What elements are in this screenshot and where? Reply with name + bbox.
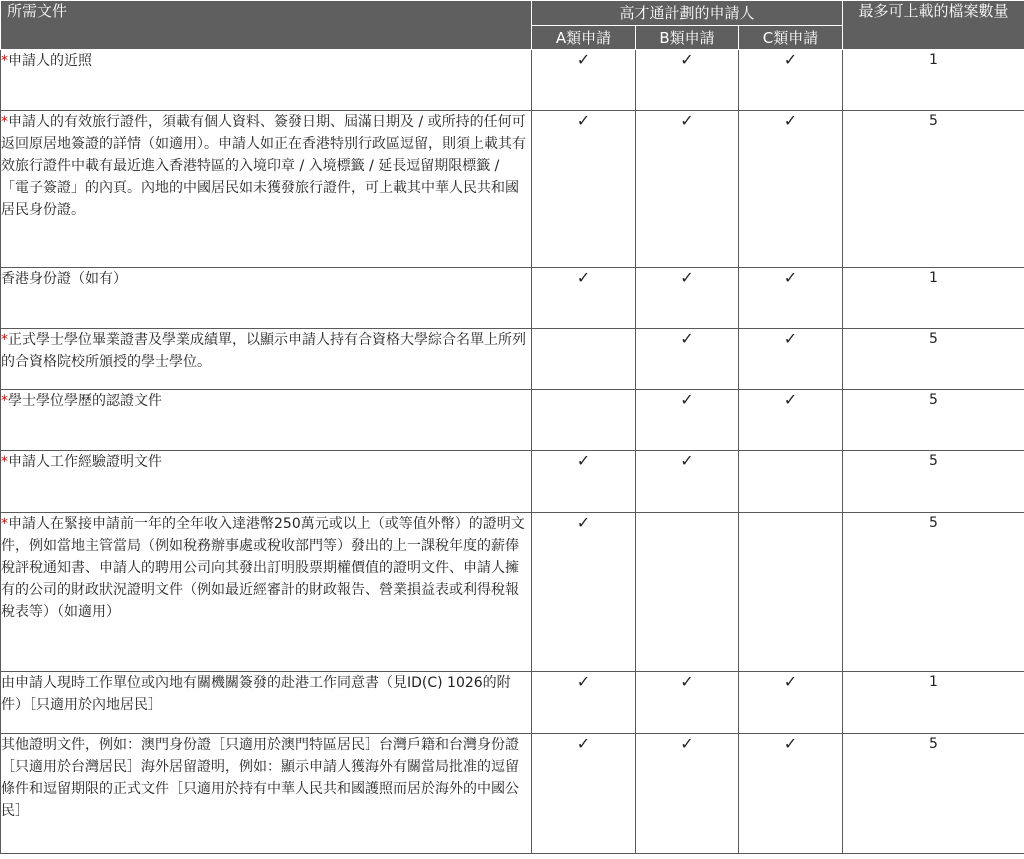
document-text: 申請人工作經驗證明文件 — [8, 454, 162, 470]
document-description — [1, 50, 532, 111]
check-mark-icon: ✓ — [783, 268, 798, 287]
max-uploads-cell: 5 — [843, 390, 1024, 451]
document-text: 正式學士學位畢業證書及學業成績單，以顯示申請人持有合資格大學綜合名單上所列的合資格院校所頒授的學士學位。 — [1, 332, 526, 370]
table-body — [1, 50, 1024, 854]
category-b-cell — [636, 390, 739, 451]
check-mark-icon: ✓ — [680, 390, 694, 409]
required-asterisk: * — [1, 332, 8, 348]
check-mark-icon: ✓ — [680, 451, 694, 470]
check-mark-icon: ✓ — [680, 111, 694, 130]
category-c-cell — [739, 390, 843, 451]
table-row — [1, 451, 1024, 513]
document-description — [1, 734, 532, 854]
table-row — [1, 390, 1024, 451]
check-mark-icon: ✓ — [576, 50, 591, 69]
category-a-cell — [532, 451, 636, 513]
check-mark-icon: ✓ — [783, 734, 798, 753]
category-b-cell — [636, 268, 739, 329]
check-mark-icon: ✓ — [576, 111, 591, 130]
header-category-a: A類申請 — [532, 26, 636, 50]
table-row — [1, 329, 1024, 390]
document-description — [1, 111, 532, 268]
category-b-cell — [636, 50, 739, 111]
category-c-cell — [739, 268, 843, 329]
required-asterisk: * — [1, 516, 8, 532]
check-mark-icon: ✓ — [783, 329, 798, 348]
max-uploads-cell: 1 — [843, 268, 1024, 329]
header-category-c: C類申請 — [739, 26, 843, 50]
category-a-cell — [532, 672, 636, 734]
check-mark-icon: ✓ — [680, 329, 694, 348]
category-c-cell — [739, 734, 843, 854]
category-a-cell — [532, 268, 636, 329]
category-a-cell — [532, 390, 636, 451]
category-a-cell — [532, 111, 636, 268]
category-a-cell — [532, 734, 636, 854]
document-description — [1, 268, 532, 329]
table-row — [1, 513, 1024, 672]
max-uploads-cell: 5 — [843, 513, 1024, 672]
check-mark-icon: ✓ — [576, 734, 591, 753]
table-row — [1, 734, 1024, 854]
required-asterisk: * — [1, 454, 8, 470]
header-category-b: B類申請 — [636, 26, 739, 50]
check-mark-icon: ✓ — [576, 268, 591, 287]
category-c-cell — [739, 513, 843, 672]
check-mark-icon: ✓ — [680, 268, 694, 287]
document-text: 申請人在緊接申請前一年的全年收入達港幣250萬元或以上（或等值外幣）的證明文件，例如當地主管當局（例如稅務辦事處或稅收部門等）發出的上一課稅年度的薪俸稅評稅通知書、申請人的聘用公司向其發出訂明股票期權價值的證明文件、申請人擁有的公司的財政狀況證明文件（例如最近經審計的財政報告、營業損益表或利得稅報稅表等）（如適用） — [1, 516, 525, 620]
required-asterisk: * — [1, 393, 8, 409]
category-b-cell — [636, 672, 739, 734]
max-uploads-cell: 1 — [843, 672, 1024, 734]
header-row-1 — [1, 1, 1024, 26]
document-description — [1, 672, 532, 734]
document-description — [1, 513, 532, 672]
category-c-cell — [739, 451, 843, 513]
category-c-cell — [739, 672, 843, 734]
category-b-cell — [636, 734, 739, 854]
check-mark-icon: ✓ — [576, 672, 591, 691]
max-uploads-cell: 1 — [843, 50, 1024, 111]
header-applicant-group: 高才通計劃的申請人 — [532, 1, 843, 26]
check-mark-icon: ✓ — [783, 50, 798, 69]
check-mark-icon: ✓ — [680, 50, 694, 69]
category-c-cell — [739, 50, 843, 111]
header-max-uploads: 最多可上載的檔案數量 — [843, 1, 1024, 50]
check-mark-icon: ✓ — [680, 734, 694, 753]
document-text: 由申請人現時工作單位或內地有關機關簽發的赴港工作同意書（見ID(C) 1026的附件）［只適用於內地居民］ — [1, 675, 511, 713]
category-a-cell — [532, 513, 636, 672]
document-text: 學士學位學歷的認證文件 — [8, 393, 162, 409]
category-a-cell — [532, 329, 636, 390]
max-uploads-cell: 5 — [843, 734, 1024, 854]
table-row — [1, 111, 1024, 268]
check-mark-icon: ✓ — [783, 672, 798, 691]
category-b-cell — [636, 111, 739, 268]
document-text: 香港身份證（如有） — [1, 271, 127, 287]
check-mark-icon: ✓ — [576, 451, 591, 470]
document-text: 其他證明文件，例如：澳門身份證［只適用於澳門特區居民］台灣戶籍和台灣身份證［只適用於台灣居民］海外居留證明，例如：顯示申請人獲海外有關當局批准的逗留條件和逗留期限的正式文件［只適用於持有中華人民共和國護照而居於海外的中國公民］ — [1, 737, 519, 819]
document-description — [1, 451, 532, 513]
category-b-cell — [636, 329, 739, 390]
check-mark-icon: ✓ — [783, 390, 798, 409]
header-documents: 所需文件 — [1, 1, 532, 50]
document-description — [1, 390, 532, 451]
check-mark-icon: ✓ — [783, 111, 798, 130]
table-row — [1, 268, 1024, 329]
document-text: 申請人的近照 — [8, 53, 92, 69]
document-text: 申請人的有效旅行證件，須載有個人資料、簽發日期、屆滿日期及 / 或所持的任何可返回原居地簽證的詳情（如適用）。申請人如正在香港特別行政區逗留，則須上載其有效旅行證件中載有最近進入香港特區的入境印章 / 入境標籤 / 延長逗留期限標籤 / 「電子簽證」的內頁。內地的中國居民如未獲發旅行證件，可上載其中華人民共和國居民身份證。 — [1, 114, 526, 218]
table-row — [1, 50, 1024, 111]
required-asterisk: * — [1, 114, 8, 130]
table-row — [1, 672, 1024, 734]
category-c-cell — [739, 111, 843, 268]
category-b-cell — [636, 451, 739, 513]
category-c-cell — [739, 329, 843, 390]
max-uploads-cell: 5 — [843, 111, 1024, 268]
check-mark-icon: ✓ — [576, 513, 591, 532]
max-uploads-cell: 5 — [843, 329, 1024, 390]
category-b-cell — [636, 513, 739, 672]
max-uploads-cell: 5 — [843, 451, 1024, 513]
check-mark-icon: ✓ — [680, 672, 694, 691]
required-asterisk: * — [1, 53, 8, 69]
category-a-cell — [532, 50, 636, 111]
document-description — [1, 329, 532, 390]
